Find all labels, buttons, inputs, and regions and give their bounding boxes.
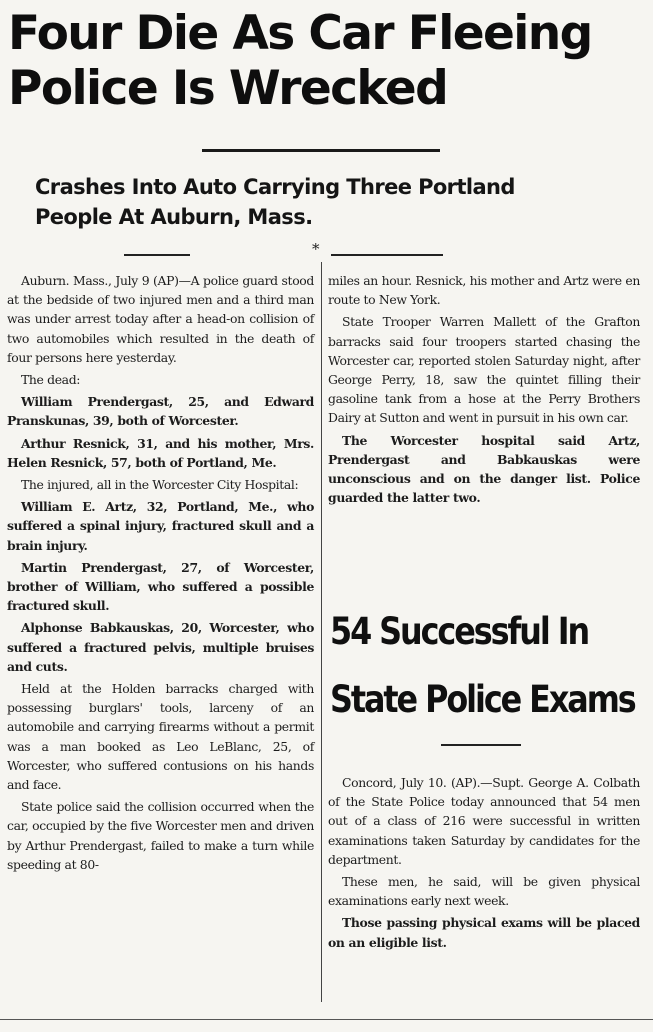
story1-paragraph: William E. Artz, 32, Portland, Me., who suffered a spinal injury, fractured skull and a brain injury. bbox=[7, 499, 314, 553]
separator-rule-right bbox=[331, 254, 443, 256]
story1-paragraph: miles an hour. Resnick, his mother and Artz were en route to New York. bbox=[328, 273, 640, 308]
headline-rule bbox=[202, 149, 440, 152]
story1-paragraph: The dead: bbox=[21, 372, 81, 388]
column-divider bbox=[321, 262, 322, 1002]
story1-subhead bbox=[35, 172, 635, 232]
story1-subhead-line-2: People At Auburn, Mass. bbox=[35, 205, 313, 229]
story1-paragraph: William Prendergast, 25, and Edward Pranskunas, 39, both of Worcester. bbox=[7, 394, 314, 429]
story2-headline-line-2: State Police Exams bbox=[330, 678, 635, 721]
story1-paragraph: Held at the Holden barracks charged with possessing burglars' tools, larceny of an automobile and carrying firearms without a permit was a man booked as Leo LeBlanc, 25, of Worcester, who suffered contusions on his hands and face. bbox=[7, 681, 314, 793]
story2-headline bbox=[330, 598, 635, 734]
story1-right-column bbox=[328, 271, 640, 510]
separator-star-icon: * bbox=[312, 240, 320, 258]
separator-rule-left bbox=[124, 254, 190, 256]
story1-subhead-line-1: Crashes Into Auto Carrying Three Portland bbox=[35, 175, 515, 199]
story1-paragraph: The injured, all in the Worcester City Hospital: bbox=[21, 477, 299, 493]
story1-paragraph: Arthur Resnick, 31, and his mother, Mrs. Helen Resnick, 57, both of Portland, Me. bbox=[7, 435, 314, 470]
story1-paragraph: State Trooper Warren Mallett of the Grafton barracks said four troopers started chasing the Worcester car, reported stolen Saturday night, after George Perry, 18, saw the quintet filling their gasoline tank from a hose at the Perry Brothers Dairy at Sutton and went in pursuit in his own car. bbox=[328, 314, 640, 426]
story1-paragraph: The Worcester hospital said Artz, Prendergast and Babkauskas were unconscious and on the danger list. Police guarded the latter two. bbox=[328, 432, 640, 506]
story1-headline-line-1: Four Die As Car Fleeing bbox=[8, 6, 592, 61]
story2-paragraph: Those passing physical exams will be placed on an eligible list. bbox=[328, 915, 640, 950]
story2-rule bbox=[441, 744, 521, 746]
story1-left-column bbox=[7, 271, 314, 877]
bottom-rule bbox=[0, 1019, 653, 1020]
story2-paragraph: Concord, July 10. (AP).—Supt. George A. Colbath of the State Police today announced that 54 men out of a class of 216 were successful in written examinations taken Saturday by candidates for the department. bbox=[328, 775, 640, 867]
story1-paragraph: Alphonse Babkauskas, 20, Worcester, who suffered a fractured pelvis, multiple bruises and cuts. bbox=[7, 620, 314, 674]
story1-headline bbox=[8, 6, 648, 116]
story2-headline-line-1: 54 Successful In bbox=[330, 610, 589, 653]
story1-paragraph: State police said the collision occurred when the car, occupied by the five Worcester men and driven by Arthur Prendergast, failed to make a turn while speeding at 80- bbox=[7, 799, 314, 872]
story1-headline-line-2: Police Is Wrecked bbox=[8, 61, 448, 116]
story1-paragraph: Martin Prendergast, 27, of Worcester, brother of William, who suffered a possible fractured skull. bbox=[7, 559, 314, 614]
story1-paragraph: Auburn. Mass., July 9 (AP)—A police guard stood at the bedside of two injured men and a third man was under arrest today after a head-on collision of two automobiles which resulted in the death of four persons here yesterday. bbox=[7, 273, 314, 365]
story2-paragraph: These men, he said, will be given physical examinations early next week. bbox=[328, 874, 640, 909]
story2-body bbox=[328, 773, 640, 955]
